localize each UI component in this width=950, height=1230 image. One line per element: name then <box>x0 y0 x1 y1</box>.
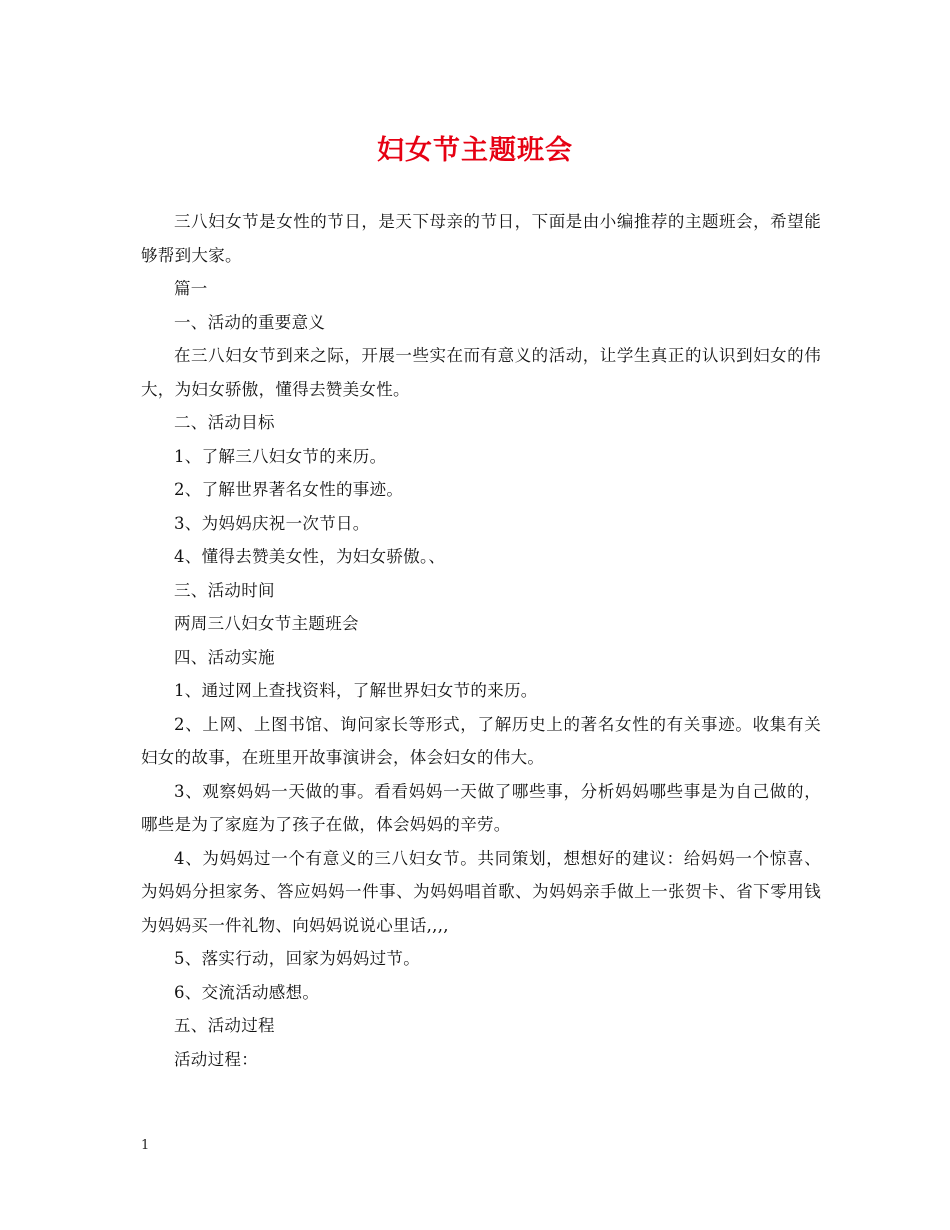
heading-time: 三、活动时间 <box>174 580 275 600</box>
list-item-step-4: 4、为妈妈过一个有意义的三八妇女节。共同策划，想想好的建议：给妈妈一个惊喜、为妈妈分担家务、答应妈妈一件事、为妈妈唱首歌、为妈妈亲手做上一张贺卡、省下零用钱为妈妈买一件礼物、向妈妈说说心里话,,,, <box>141 848 821 935</box>
heading-process: 五、活动过程 <box>174 1016 275 1035</box>
list-item-goal-2: 2、了解世界著名女性的事迹。 <box>174 480 404 499</box>
list-item-step-2: 2、上网、上图书馆、询问家长等形式，了解历史上的著名女性的有关事迹。收集有关妇女的故事，在班里开故事演讲会，体会妇女的伟大。 <box>141 714 821 767</box>
list-item-step-3: 3、观察妈妈一天做的事。看看妈妈一天做了哪些事，分析妈妈哪些事是为自己做的，哪些是为了家庭为了孩子在做，体会妈妈的辛劳。 <box>141 781 821 834</box>
list-item-step-5: 5、落实行动，回家为妈妈过节。 <box>174 949 420 968</box>
heading-goals: 二、活动目标 <box>174 413 275 432</box>
document-body <box>141 205 821 1076</box>
paragraph-section-label: 篇一 <box>174 279 208 298</box>
paragraph-process: 活动过程： <box>174 1049 258 1069</box>
heading-implementation: 四、活动实施 <box>174 647 275 667</box>
page-number: 1 <box>141 1138 150 1153</box>
list-item-goal-3: 3、为妈妈庆祝一次节日。 <box>174 513 370 533</box>
heading-significance: 一、活动的重要意义 <box>174 312 326 332</box>
list-item-goal-1: 1、了解三八妇女节的来历。 <box>174 446 387 466</box>
paragraph-intro: 三八妇女节是女性的节日，是天下母亲的节日，下面是由小编推荐的主题班会，希望能够帮到大家。 <box>141 212 821 265</box>
list-item-goal-4: 4、懂得去赞美女性，为妇女骄傲。、 <box>174 547 446 566</box>
list-item-step-1: 1、通过网上查找资料，了解世界妇女节的来历。 <box>174 681 538 700</box>
paragraph-time: 两周三八妇女节主题班会 <box>174 614 359 633</box>
list-item-step-6: 6、交流活动感想。 <box>174 982 320 1002</box>
document-title: 妇女节主题班会 <box>377 135 573 166</box>
paragraph-significance: 在三八妇女节到来之际，开展一些实在而有意义的活动，让学生真正的认识到妇女的伟大，为妇女骄傲，懂得去赞美女性。 <box>141 346 821 399</box>
